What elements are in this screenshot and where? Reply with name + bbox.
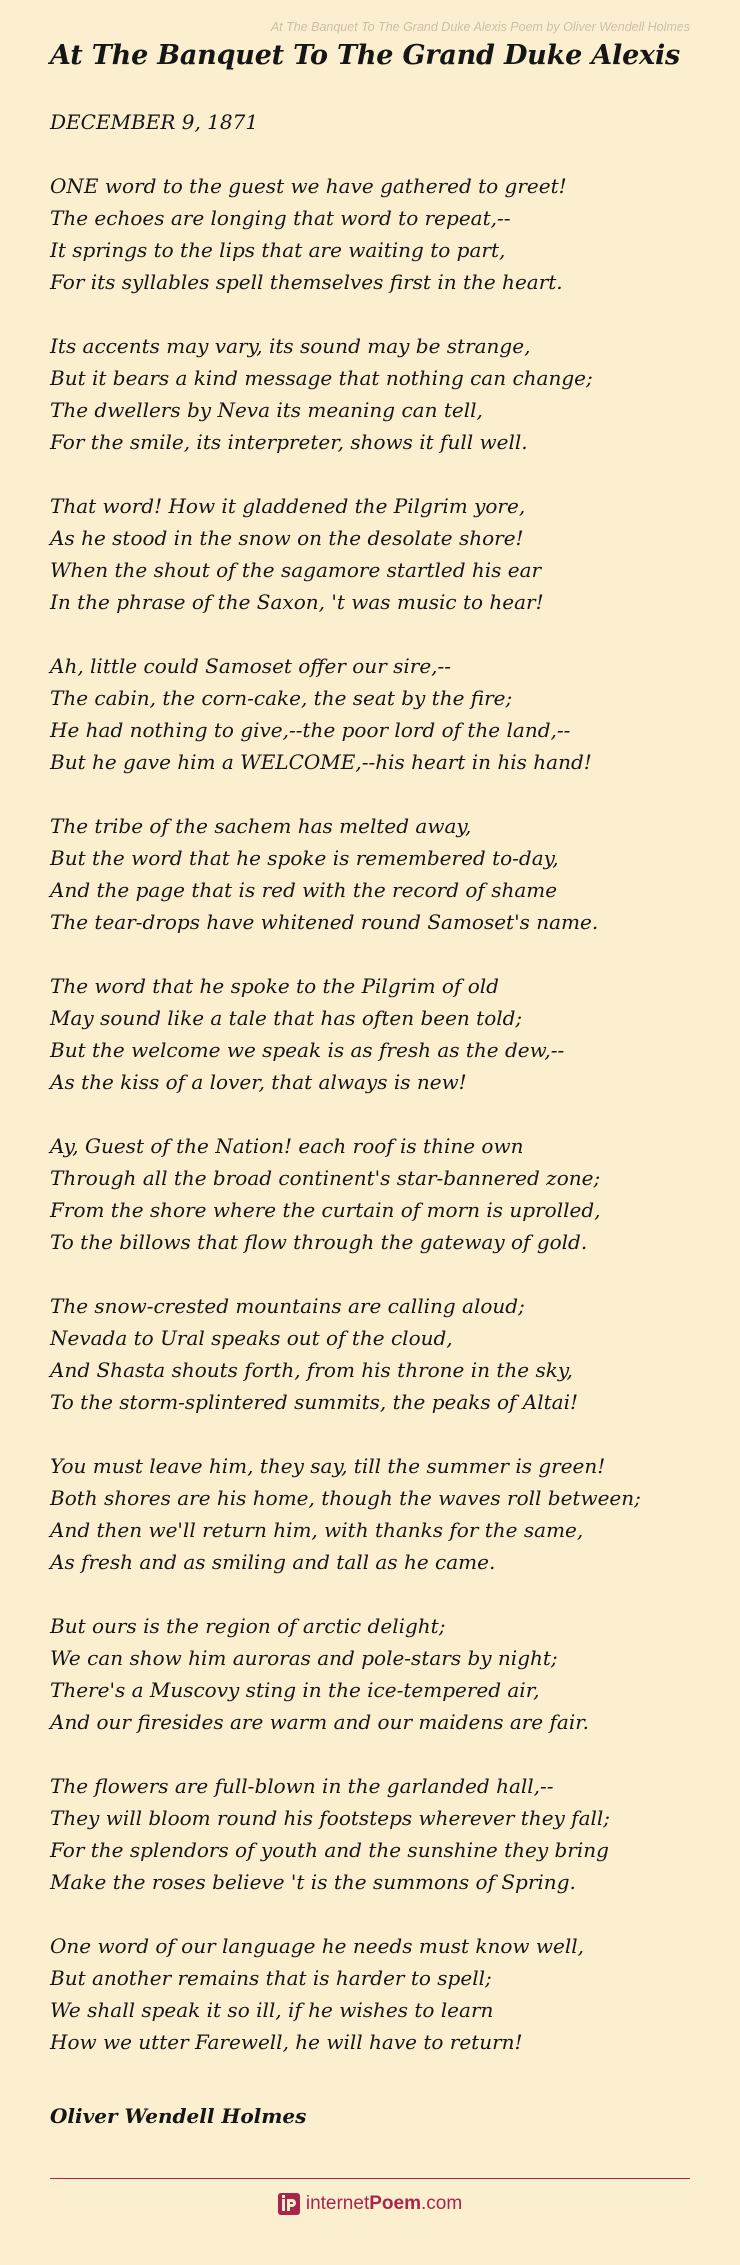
brand-part-poem: Poem [369,2193,421,2214]
poem-line: The snow-crested mountains are calling aloud; [50,1294,525,1318]
poem-line: Its accents may vary, its sound may be strange, [50,334,531,358]
poem-line: You must leave him, they say, till the summer is green! [50,1454,606,1478]
poem-line: The tear-drops have whitened round Samoset's name. [50,910,599,934]
poem-stanza [50,1450,700,1578]
poem-line: To the storm-splintered summits, the peaks of Altai! [50,1390,579,1414]
poem-line: He had nothing to give,--the poor lord of the land,-- [50,718,571,742]
brand-name [306,2190,462,2218]
poem-line: But the welcome we speak is as fresh as the dew,-- [50,1038,565,1062]
poem-line: Through all the broad continent's star-bannered zone; [50,1166,601,1190]
poem-stanza [50,330,700,458]
poem-stanza [50,1930,700,2058]
poem-line: As fresh and as smiling and tall as he came. [50,1550,496,1574]
poem-stanza [50,170,700,298]
poem-line: The dwellers by Neva its meaning can tell, [50,398,483,422]
poem-line: We can show him auroras and pole-stars by night; [50,1646,558,1670]
poem-line: We shall speak it so ill, if he wishes to learn [50,1998,494,2022]
poem-line: For the smile, its interpreter, shows it full well. [50,430,528,454]
poem-body [50,106,700,2090]
poem-line: But it bears a kind message that nothing can change; [50,366,593,390]
poem-line: Ah, little could Samoset offer our sire,-- [50,654,452,678]
brand-part-com: .com [420,2193,463,2214]
poem-line: For the splendors of youth and the sunshine they bring [50,1838,609,1862]
poem-line: But the word that he spoke is remembered to-day, [50,846,559,870]
poem-line: From the shore where the curtain of morn is uprolled, [50,1198,601,1222]
poem-line: Both shores are his home, though the waves roll between; [50,1486,641,1510]
brand-part-internet: internet [305,2193,370,2214]
poem-line: And our firesides are warm and our maidens are fair. [50,1710,589,1734]
poem-stanza [50,810,700,938]
footer-divider [50,2178,690,2179]
ip-logo-icon [278,2191,300,2217]
poem-stanza [50,650,700,778]
poem-stanza [50,1610,700,1738]
poem-line: Make the roses believe 't is the summons of Spring. [50,1870,576,1894]
poem-line: As the kiss of a lover, that always is new! [50,1070,467,1094]
poem-line: May sound like a tale that has often been told; [50,1006,523,1030]
poem-line: When the shout of the sagamore startled his ear [50,558,542,582]
poem-author: Oliver Wendell Holmes [50,2104,307,2128]
poem-line: The word that he spoke to the Pilgrim of old [50,974,499,998]
poem-line: The cabin, the corn-cake, the seat by the fire; [50,686,513,710]
poem-stanza [50,1290,700,1418]
poem-line: And then we'll return him, with thanks for the same, [50,1518,584,1542]
poem-stanza [50,1130,700,1258]
poem-line: And the page that is red with the record of shame [50,878,558,902]
poem-stanza [50,490,700,618]
poem-date: DECEMBER 9, 1871 [50,110,259,134]
poem-line: Nevada to Ural speaks out of the cloud, [50,1326,453,1350]
poem-line: ONE word to the guest we have gathered to greet! [50,174,567,198]
poem-line: It springs to the lips that are waiting to part, [50,238,506,262]
poem-line: The flowers are full-blown in the garlanded hall,-- [50,1774,554,1798]
poem-line: But ours is the region of arctic delight; [50,1614,446,1638]
poem-date-stanza [50,106,700,138]
poem-line: They will bloom round his footsteps wherever they fall; [50,1806,611,1830]
poem-line: But another remains that is harder to spell; [50,1966,492,1990]
poem-line: And Shasta shouts forth, from his throne in the sky, [50,1358,573,1382]
poem-line: There's a Muscovy sting in the ice-tempered air, [50,1678,540,1702]
brand-link[interactable] [0,2190,740,2218]
poem-line: To the billows that flow through the gateway of gold. [50,1230,588,1254]
poem-line: How we utter Farewell, he will have to return! [50,2030,523,2054]
poem-stanza [50,970,700,1098]
poem-line: One word of our language he needs must know well, [50,1934,584,1958]
poem-line: That word! How it gladdened the Pilgrim yore, [50,494,526,518]
poem-line: For its syllables spell themselves first in the heart. [50,270,563,294]
poem-line: The echoes are longing that word to repeat,-- [50,206,511,230]
poem-line: The tribe of the sachem has melted away, [50,814,472,838]
poem-title: At The Banquet To The Grand Duke Alexis [50,40,681,71]
poem-line: As he stood in the snow on the desolate shore! [50,526,524,550]
poem-line: But he gave him a WELCOME,--his heart in his hand! [50,750,592,774]
watermark: At The Banquet To The Grand Duke Alexis Poem by Oliver Wendell Holmes [270,20,690,34]
poem-line: In the phrase of the Saxon, 't was music to hear! [50,590,544,614]
poem-stanza [50,1770,700,1898]
poem-line: Ay, Guest of the Nation! each roof is thine own [50,1134,524,1158]
